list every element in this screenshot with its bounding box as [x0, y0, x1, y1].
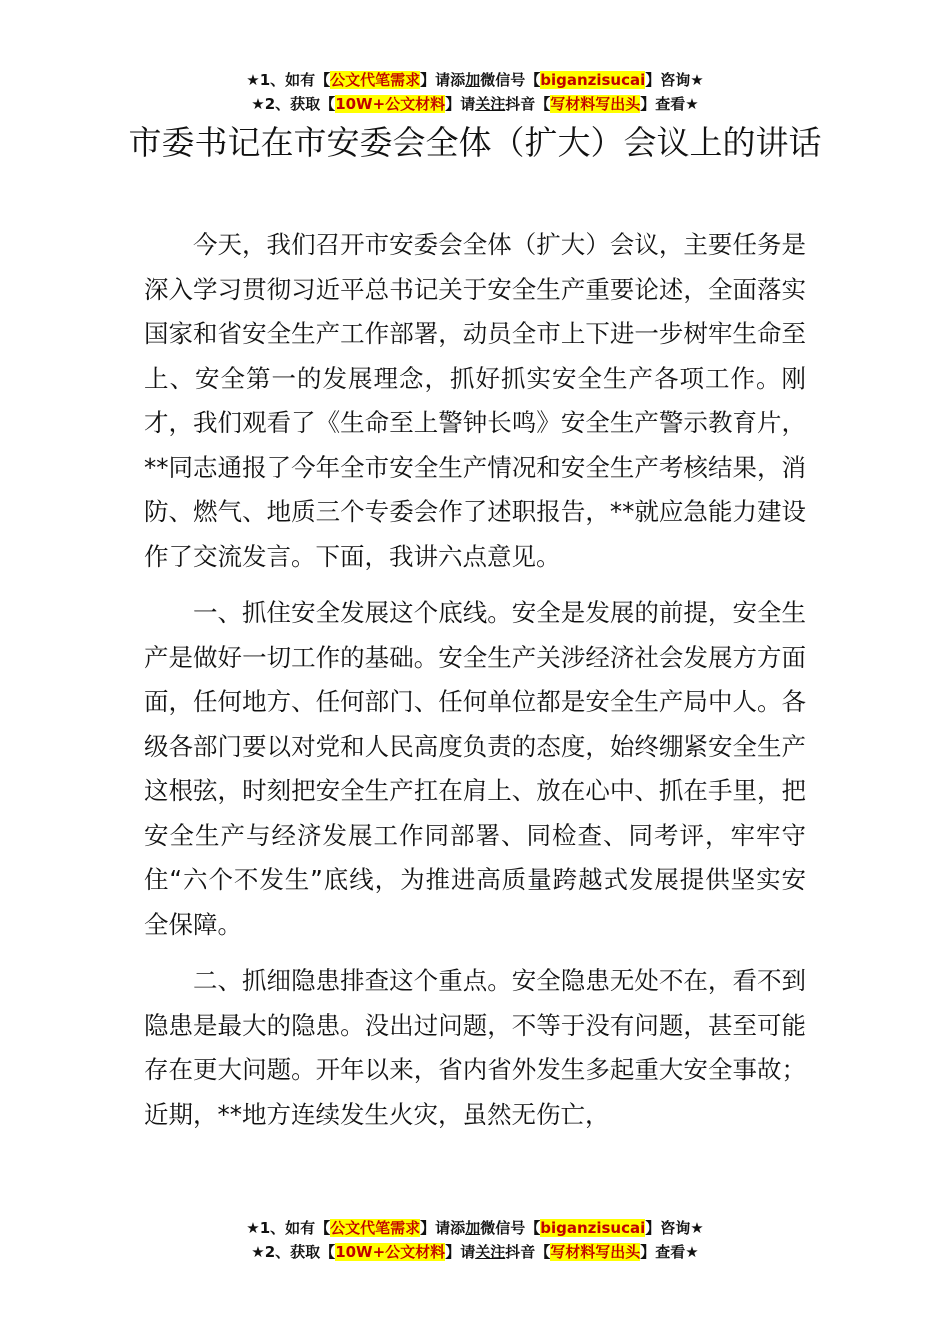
- wechat-id: biganzisucai: [540, 1219, 646, 1237]
- promo-line-1: ★1、如有【公文代笔需求】请添加微信号【biganzisucai】咨询★: [246, 1219, 704, 1237]
- promo-highlight: 公文代笔需求: [330, 71, 421, 89]
- document-title: 市委书记在市安委会全体（扩大）会议上的讲话: [128, 123, 822, 162]
- douyin-account: 写材料写出头: [550, 1243, 641, 1261]
- footer-promo-banner: [0, 1216, 950, 1264]
- header-promo-banner: [0, 68, 950, 116]
- paragraph-point-2: 二、抓细隐患排查这个重点。安全隐患无处不在，看不到隐患是最大的隐患。没出过问题，不等于没有问题，甚至可能存在更大问题。开年以来，省内省外发生多起重大安全事故；近期，**地方连续发生火灾，虽然无伤亡，: [144, 966, 806, 1129]
- promo-line-2: ★2、获取【10W+公文材料】请关注抖音【写材料写出头】查看★: [251, 95, 699, 113]
- promo-highlight: 公文代笔需求: [330, 1219, 421, 1237]
- promo-line-1: ★1、如有【公文代笔需求】请添加微信号【biganzisucai】咨询★: [246, 71, 704, 89]
- paragraph-point-1: 一、抓住安全发展这个底线。安全是发展的前提，安全生产是做好一切工作的基础。安全生产关涉经济社会发展方方面面，任何地方、任何部门、任何单位都是安全生产局中人。各级各部门要以对党和人民高度负责的态度，始终绷紧安全生产这根弦，时刻把安全生产扛在肩上、放在心中、抓在手里，把安全生产与经济发展工作同部署、同检查、同考评，牢牢守住“六个不发生”底线，为推进高质量跨越式发展提供坚实安全保障。: [144, 598, 806, 939]
- wechat-id: biganzisucai: [540, 71, 646, 89]
- promo-highlight: 10W+公文材料: [335, 95, 446, 113]
- promo-line-2: ★2、获取【10W+公文材料】请关注抖音【写材料写出头】查看★: [251, 1243, 699, 1261]
- paragraph-intro: 今天，我们召开市安委会全体（扩大）会议，主要任务是深入学习贯彻习近平总书记关于安全生产重要论述，全面落实国家和省安全生产工作部署，动员全市上下进一步树牢生命至上、安全第一的发展理念，抓好抓实安全生产各项工作。刚才，我们观看了《生命至上警钟长鸣》安全生产警示教育片，**同志通报了今年全市安全生产情况和安全生产考核结果，消防、燃气、地质三个专委会作了述职报告，**就应急能力建设作了交流发言。下面，我讲六点意见。: [144, 230, 806, 571]
- douyin-account: 写材料写出头: [550, 95, 641, 113]
- promo-highlight: 10W+公文材料: [335, 1243, 446, 1261]
- document-body: [144, 223, 806, 1149]
